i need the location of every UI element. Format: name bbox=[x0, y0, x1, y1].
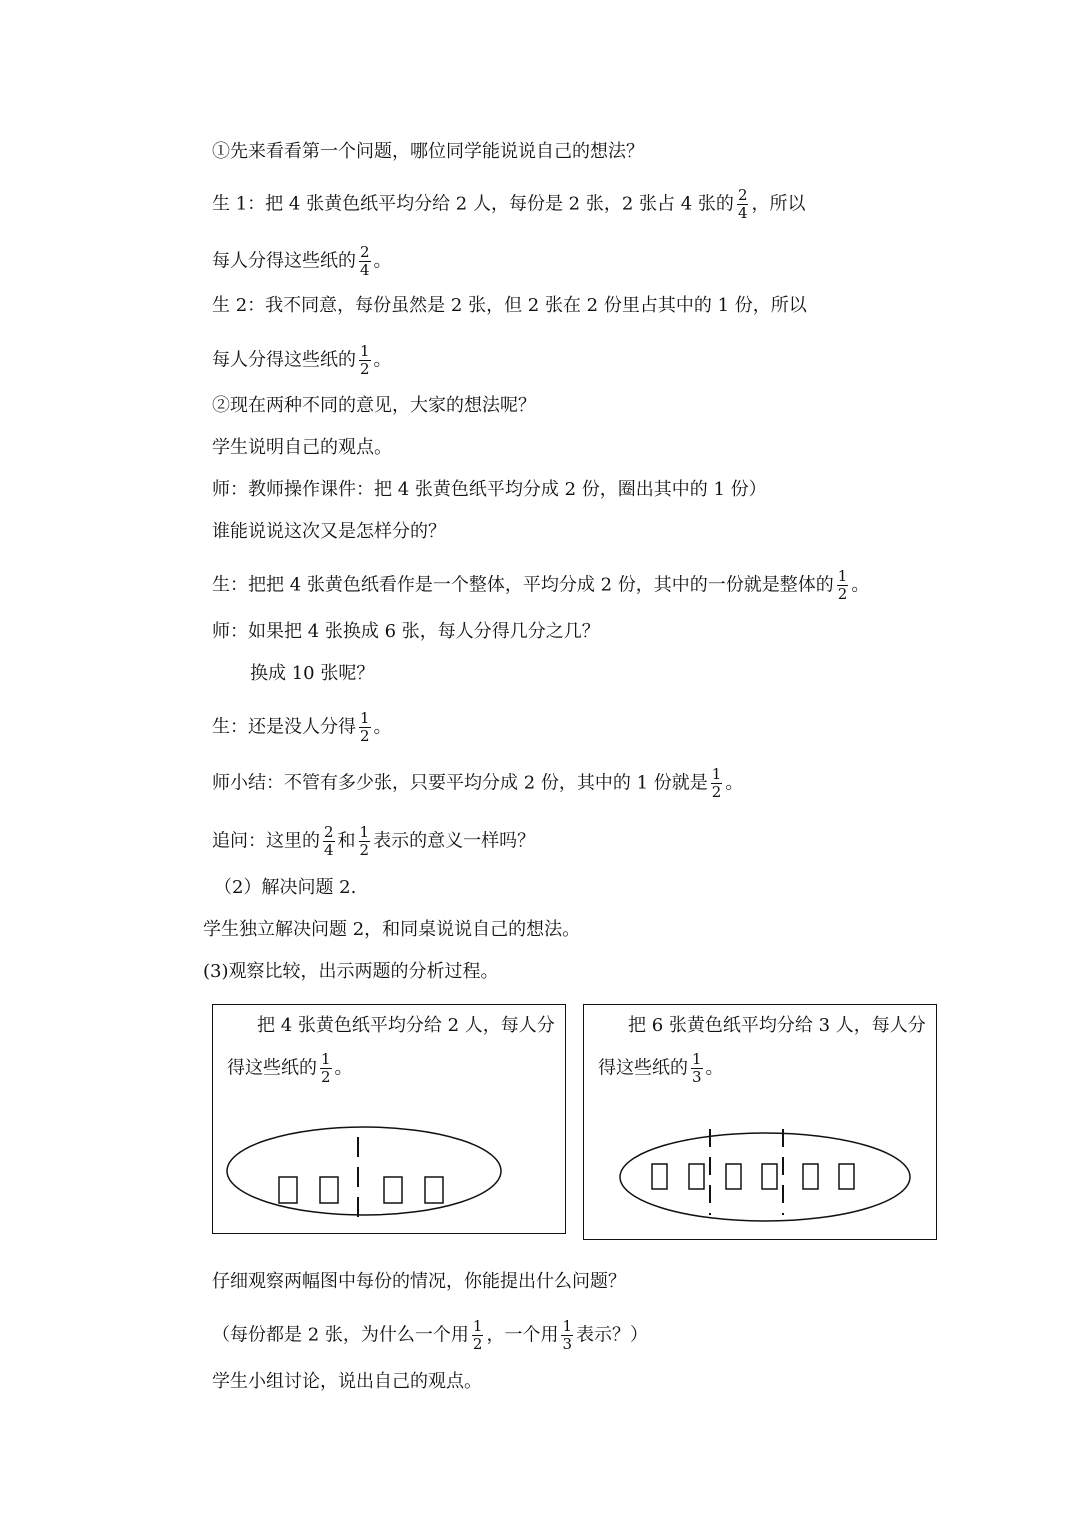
group-ellipse bbox=[227, 1127, 501, 1215]
fraction-one-half: $\frac{1}{2}$ bbox=[321, 1050, 331, 1086]
paragraph-independent-solve: 学生独立解决问题 2，和同桌说说自己的想法。 bbox=[203, 919, 581, 940]
fraction-one-half: $\frac{1}{2}$ bbox=[360, 342, 370, 378]
paper-sheet bbox=[689, 1164, 704, 1189]
fraction-one-half: $\frac{1}{2}$ bbox=[360, 709, 370, 745]
paragraph-group-discussion: 学生小组讨论，说出自己的观点。 bbox=[212, 1371, 482, 1392]
paper-sheet bbox=[839, 1164, 854, 1189]
fraction-one-third: $\frac{1}{3}$ bbox=[692, 1050, 702, 1086]
fraction-one-half: $\frac{1}{2}$ bbox=[472, 1317, 483, 1353]
paragraph-whole-answer: 生：把把 4 张黄色纸看作是一个整体，平均分成 2 份，其中的一份就是整体的 $\frac{1}{2}$ 。 bbox=[212, 567, 870, 603]
fraction-one-third: $\frac{1}{3}$ bbox=[562, 1317, 572, 1353]
paragraph-teacher-six: 师：如果把 4 张换成 6 张，每人分得几分之几？ bbox=[212, 621, 600, 642]
fraction-one-half: $\frac{1}{2}$ bbox=[359, 823, 370, 859]
paragraph-explain-view: 学生说明自己的观点。 bbox=[212, 437, 392, 458]
paragraph-why-different: （每份都是 2 张，为什么一个用 $\frac{1}{2}$ ，一个用 $\frac{1}{3}$ 表示？） bbox=[212, 1317, 648, 1353]
fraction-two-fourths: $\frac{2}{4}$ bbox=[737, 186, 748, 222]
paragraph-how-divided: 谁能说说这次又是怎样分的？ bbox=[212, 521, 446, 542]
paragraph-follow-up: 追问：这里的 $\frac{2}{4}$ 和 $\frac{1}{2}$ 表示的意义一样吗？ bbox=[212, 823, 536, 859]
paragraph-student-one-cont: 每人分得这些纸的 $\frac{2}{4}$ 。 bbox=[212, 243, 392, 279]
diagram-box-left bbox=[212, 1004, 566, 1234]
fraction-one-half: $\frac{1}{2}$ bbox=[711, 765, 722, 801]
box-right-line-one: 把 6 张黄色纸平均分给 3 人，每人分 bbox=[628, 1015, 926, 1036]
paragraph-student-two-cont: 每人分得这些纸的 $\frac{1}{2}$ 。 bbox=[212, 342, 392, 378]
paper-sheet bbox=[652, 1164, 667, 1189]
paragraph-student-two: 生 2：我不同意，每份虽然是 2 张，但 2 张在 2 份里占其中的 1 份，所以 bbox=[212, 295, 807, 316]
paragraph-solve-problem-two: （2）解决问题 2. bbox=[214, 877, 357, 898]
paragraph-teacher-demo: 师：教师操作课件：把 4 张黄色纸平均分成 2 份，圈出其中的 1 份） bbox=[212, 479, 767, 500]
fraction-two-fourths: $\frac{2}{4}$ bbox=[360, 243, 370, 279]
paragraph-question-one: ①先来看看第一个问题，哪位同学能说说自己的想法？ bbox=[212, 141, 644, 162]
paragraph-observe-compare: (3)观察比较，出示两题的分析过程。 bbox=[203, 961, 499, 982]
box-left-line-two: 得这些纸的 $\frac{1}{2}$ 。 bbox=[227, 1050, 353, 1086]
paper-sheet bbox=[803, 1164, 818, 1189]
paragraph-still-half: 生：还是没人分得 $\frac{1}{2}$ 。 bbox=[212, 709, 392, 745]
box-left-line-one: 把 4 张黄色纸平均分给 2 人，每人分 bbox=[257, 1015, 555, 1036]
diagram-box-right bbox=[583, 1004, 937, 1240]
paragraph-observe-question: 仔细观察两幅图中每份的情况，你能提出什么问题？ bbox=[212, 1271, 626, 1292]
paper-sheet bbox=[384, 1177, 402, 1203]
fraction-one-half: $\frac{1}{2}$ bbox=[837, 567, 848, 603]
paper-sheet bbox=[279, 1177, 297, 1203]
paper-sheet bbox=[726, 1164, 741, 1189]
group-ellipse bbox=[620, 1133, 910, 1221]
paper-sheet bbox=[425, 1177, 443, 1203]
paragraph-two-opinions: ②现在两种不同的意见，大家的想法呢？ bbox=[212, 395, 536, 416]
paragraph-teacher-summary: 师小结：不管有多少张，只要平均分成 2 份，其中的 1 份就是 $\frac{1}{2}$ 。 bbox=[212, 765, 744, 801]
paper-sheet bbox=[320, 1177, 338, 1203]
box-right-line-two: 得这些纸的 $\frac{1}{3}$ 。 bbox=[598, 1050, 724, 1086]
diagram-left-paper-group bbox=[213, 1005, 567, 1235]
paper-sheet bbox=[762, 1164, 777, 1189]
fraction-two-fourths: $\frac{2}{4}$ bbox=[324, 823, 334, 859]
paragraph-student-one: 生 1：把 4 张黄色纸平均分给 2 人，每份是 2 张，2 张占 4 张的 $\frac{2}{4}$ ，所以 bbox=[212, 186, 806, 222]
diagram-right-paper-group bbox=[584, 1005, 938, 1241]
paragraph-ten-sheets: 换成 10 张呢？ bbox=[250, 663, 375, 684]
